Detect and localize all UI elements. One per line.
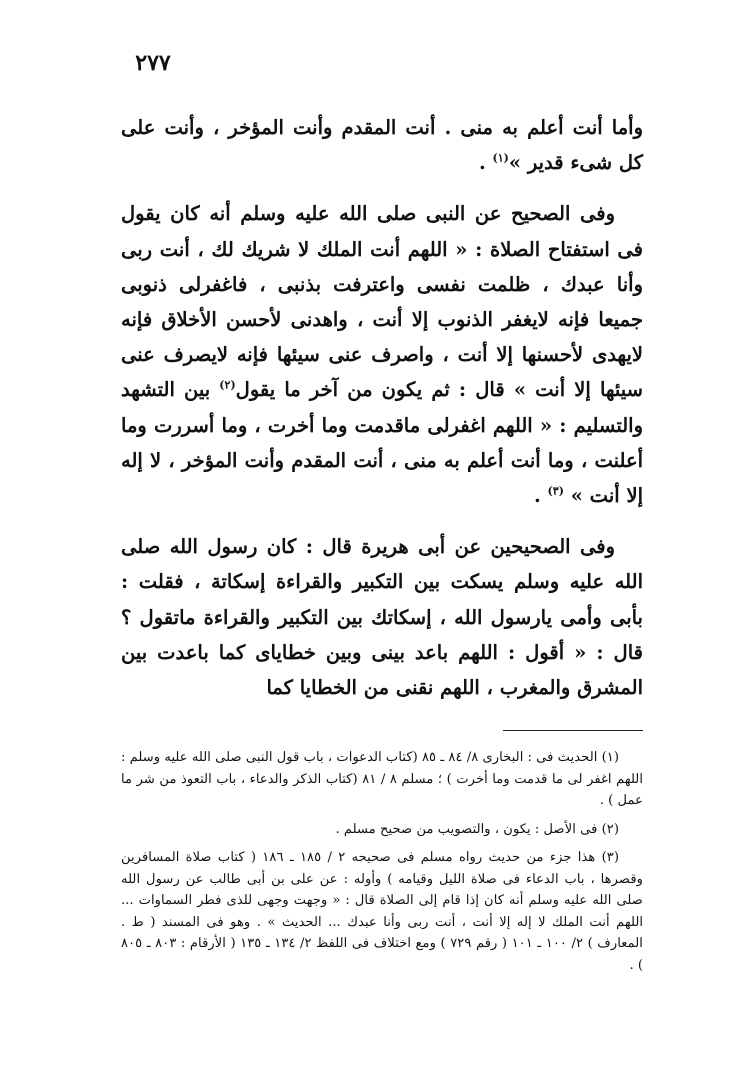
paragraph-3-text: وفى الصحيحين عن أبى هريرة قال : كان رسول الله صلى الله عليه وسلم يسكت بين التكبير والقراءة إسكاتة ، فقلت : بأبى وأمى يارسول الله ، إسكاتك بين التكبير والقراءة ماتقول ؟ قال : « أقول : اللهم باعد بينى وبين خطاياى كما باعدت بين المشرق والمغرب ، اللهم نقنى من الخطايا كما: [121, 535, 643, 700]
paragraph-3: [121, 529, 643, 705]
footnote-1: (١) الحديث فى : البخارى ٨/ ٨٤ ـ ٨٥ (كتاب الدعوات ، باب قول النبى صلى الله عليه وسلم : اللهم اغفر لى ما قدمت وما أخرت ) ؛ مسلم ٨ / ٨١ (كتاب الذكر والدعاء ، باب التعوذ من شر ما عمل ) .: [120, 750, 643, 808]
paragraph-2: [121, 196, 643, 513]
page-number: ٢٧٧: [135, 50, 171, 76]
paragraph-2-end: .: [533, 484, 548, 508]
paragraph-2-cont: بين التشهد والتسليم : « اللهم اغفرلى ماقدمت وما أخرت ، وما أسررت وما أعلنت ، وما أنت أعلم به منى ، أنت المقدم وأنت المؤخر ، لا إله إلا أنت »: [121, 378, 643, 508]
footnote-2: (٢) فى الأصل : يكون ، والتصويب من صحيح مسلم .: [335, 821, 619, 837]
footnote-divider: [503, 730, 643, 731]
footnotes: [121, 747, 643, 983]
paragraph-1-end: .: [478, 151, 493, 175]
paragraph-2-text: وفى الصحيح عن النبى صلى الله عليه وسلم أنه كان يقول فى استفتاح الصلاة : « اللهم أنت الملك لا شريك لك ، أنت ربى وأنا عبدك ، ظلمت نفسى واعترفت بذنبى ، فاغفرلى ذنوبى جميعا فإنه لايغفر الذنوب إلا أنت ، واهدنى لأحسن الأخلاق فإنه لايهدى لأحسنها إلا أنت ، واصرف عنى سيئها فإنه لايصرف عنى سيئها إلا أنت » قال : ثم يكون من آخر ما يقول: [121, 202, 643, 402]
footnote-ref-2: (٢): [219, 378, 236, 392]
paragraph-1-text: وأما أنت أعلم به منى . أنت المقدم وأنت المؤخر ، وأنت على كل شىء قدير »: [121, 116, 643, 175]
paragraph-1: [121, 110, 643, 180]
main-text: [121, 110, 643, 721]
footnote-3: (٣) هذا جزء من حديث رواه مسلم فى صحيحه ٢ / ١٨٥ ـ ١٨٦ ( كتاب صلاة المسافرين وقصرها ، باب الدعاء فى صلاة الليل وقيامه ) وأوله : عن على بن أبى طالب عن رسول الله صلى الله عليه وسلم أنه كان إذا قام إلى الصلاة قال : « وجهت وجهى للذى فطر السماوات ... اللهم أنت الملك لا إله إلا أنت ، أنت ربى وأنا عبدك ... الحديث » . وهو فى المسند ( ط . المعارف ) ٢/ ١٠٠ ـ ١٠١ ( رقم ٧٢٩ ) ومع اختلاف فى اللفظ ٢/ ١٣٤ ـ ١٣٥ ( الأرقام : ٨٠٣ ـ ٨٠٥ ) .: [121, 850, 643, 973]
footnote-ref-1: (١): [492, 151, 509, 165]
footnote-ref-3: (٣): [547, 484, 564, 498]
